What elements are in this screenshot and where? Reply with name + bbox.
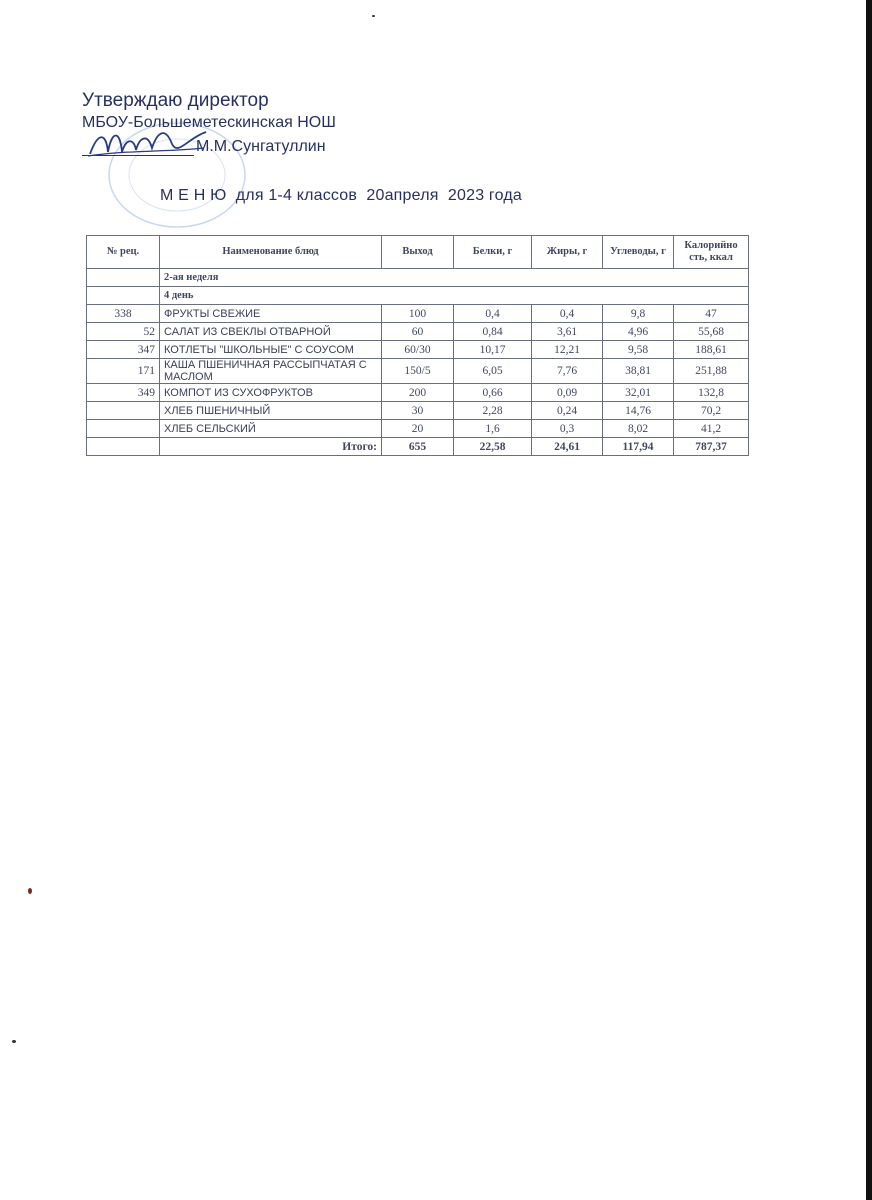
- scan-edge: [866, 0, 872, 1200]
- recipe-no: 338: [87, 305, 160, 323]
- dish-calories: 55,68: [674, 323, 749, 341]
- approval-title: Утверждаю директор: [82, 90, 269, 111]
- dish-name: ХЛЕБ ПШЕНИЧНЫЙ: [160, 402, 382, 420]
- scan-speck: [12, 1040, 16, 1043]
- dish-fat: 3,61: [532, 323, 603, 341]
- dish-protein: 1,6: [454, 420, 532, 438]
- approval-block: [82, 90, 336, 156]
- dish-carbs: 32,01: [603, 384, 674, 402]
- header-protein: Белки, г: [454, 236, 532, 269]
- dish-calories: 41,2: [674, 420, 749, 438]
- dish-output: 200: [382, 384, 454, 402]
- dish-fat: 0,24: [532, 402, 603, 420]
- signer-name: М.М.Сунгатуллин: [196, 138, 326, 155]
- signature-line: [82, 138, 336, 156]
- recipe-no: 171: [87, 359, 160, 384]
- school-name: МБОУ-Большеметескинская НОШ: [82, 114, 336, 131]
- table-row: [87, 402, 749, 420]
- recipe-no: [87, 420, 160, 438]
- dish-name: КАША ПШЕНИЧНАЯ РАССЫПЧАТАЯ С МАСЛОМ: [160, 359, 382, 384]
- header-fat: Жиры, г: [532, 236, 603, 269]
- recipe-no: 349: [87, 384, 160, 402]
- dish-output: 60: [382, 323, 454, 341]
- table-header-row: [87, 236, 749, 269]
- total-fat: 24,61: [532, 438, 603, 456]
- table-row: [87, 359, 749, 384]
- table-row: [87, 341, 749, 359]
- dish-protein: 0,84: [454, 323, 532, 341]
- total-protein: 22,58: [454, 438, 532, 456]
- total-row: [87, 438, 749, 456]
- total-calories: 787,37: [674, 438, 749, 456]
- header-output: Выход: [382, 236, 454, 269]
- day-label: 4 день: [160, 287, 749, 305]
- dish-carbs: 14,76: [603, 402, 674, 420]
- dish-fat: 0,3: [532, 420, 603, 438]
- dish-calories: 188,61: [674, 341, 749, 359]
- menu-table: [86, 235, 749, 456]
- dish-fat: 0,4: [532, 305, 603, 323]
- dish-output: 100: [382, 305, 454, 323]
- header-recipe-no: № рец.: [87, 236, 160, 269]
- table-row: [87, 384, 749, 402]
- total-output: 655: [382, 438, 454, 456]
- header-carbs: Углеводы, г: [603, 236, 674, 269]
- dish-name: КОТЛЕТЫ "ШКОЛЬНЫЕ" С СОУСОМ: [160, 341, 382, 359]
- dish-name: ХЛЕБ СЕЛЬСКИЙ: [160, 420, 382, 438]
- dish-calories: 70,2: [674, 402, 749, 420]
- dish-protein: 2,28: [454, 402, 532, 420]
- scan-speck: [372, 15, 375, 17]
- week-label: 2-ая неделя: [160, 269, 749, 287]
- recipe-no: 52: [87, 323, 160, 341]
- dish-calories: 47: [674, 305, 749, 323]
- dish-protein: 0,4: [454, 305, 532, 323]
- dish-calories: 132,8: [674, 384, 749, 402]
- dish-carbs: 4,96: [603, 323, 674, 341]
- dish-protein: 10,17: [454, 341, 532, 359]
- header-calories: Калорийно сть, ккал: [674, 236, 749, 269]
- dish-carbs: 9,58: [603, 341, 674, 359]
- dish-protein: 0,66: [454, 384, 532, 402]
- dish-name: КОМПОТ ИЗ СУХОФРУКТОВ: [160, 384, 382, 402]
- header-dish-name: Наименование блюд: [160, 236, 382, 269]
- recipe-no: [87, 402, 160, 420]
- recipe-no: 347: [87, 341, 160, 359]
- dish-carbs: 8,02: [603, 420, 674, 438]
- table-row: [87, 420, 749, 438]
- dish-name: САЛАТ ИЗ СВЕКЛЫ ОТВАРНОЙ: [160, 323, 382, 341]
- total-label: Итого:: [160, 438, 382, 456]
- dish-output: 20: [382, 420, 454, 438]
- dish-name: ФРУКТЫ СВЕЖИЕ: [160, 305, 382, 323]
- dish-output: 30: [382, 402, 454, 420]
- dish-calories: 251,88: [674, 359, 749, 384]
- signature-scribble: [88, 124, 208, 164]
- menu-title: М Е Н Ю для 1-4 классов 20апреля 2023 года: [160, 187, 522, 204]
- day-row: [87, 287, 749, 305]
- week-row: [87, 269, 749, 287]
- scan-speck: [28, 888, 32, 894]
- dish-fat: 7,76: [532, 359, 603, 384]
- dish-carbs: 38,81: [603, 359, 674, 384]
- dish-fat: 12,21: [532, 341, 603, 359]
- dish-carbs: 9,8: [603, 305, 674, 323]
- table-row: [87, 305, 749, 323]
- dish-output: 150/5: [382, 359, 454, 384]
- dish-protein: 6,05: [454, 359, 532, 384]
- table-row: [87, 323, 749, 341]
- total-carbs: 117,94: [603, 438, 674, 456]
- dish-output: 60/30: [382, 341, 454, 359]
- dish-fat: 0,09: [532, 384, 603, 402]
